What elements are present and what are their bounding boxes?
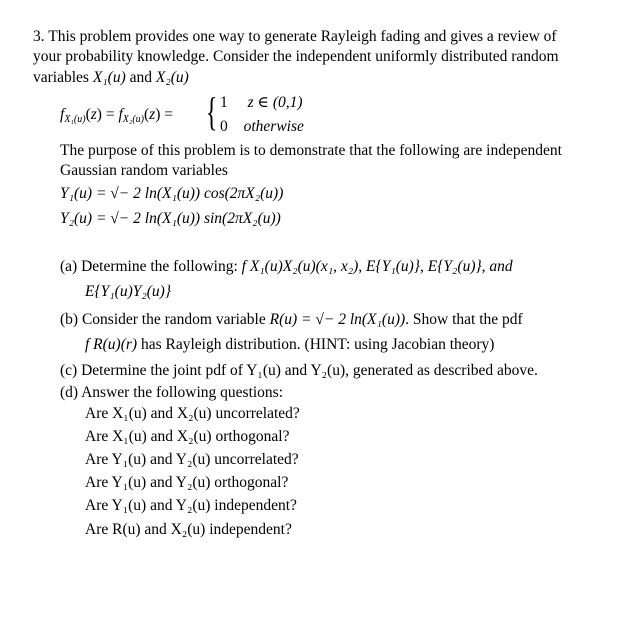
question-item: Are Y₁(u) and Y₂(u) independent? xyxy=(85,497,297,514)
question-item: Are R(u) and X₂(u) independent? xyxy=(85,521,292,538)
part-b-math: R(u) = √− 2 ln(X₁(u)) xyxy=(269,311,406,328)
var-x2: X₂(u) xyxy=(155,69,189,86)
part-d-label: (d) xyxy=(60,384,79,401)
part-c-text: Determine the joint pdf of Y₁(u) and Y₂(u), generated as described above. xyxy=(81,362,538,379)
purpose-line-2: Gaussian random variables xyxy=(60,162,228,179)
part-a-math-2: E{Y₁(u)Y₂(u)} xyxy=(85,283,172,300)
part-b-line2 xyxy=(85,335,494,355)
part-b-label: (b) xyxy=(60,311,79,328)
pdf-case-1 xyxy=(220,93,303,113)
intro-text-3: variables xyxy=(33,69,89,86)
part-b-line2-text: has Rayleigh distribution. (HINT: using Jacobian theory) xyxy=(140,336,495,353)
var-x1: X₁(u) xyxy=(92,69,126,86)
pdf-case1-value: 1 xyxy=(220,94,228,111)
part-a xyxy=(60,257,513,277)
intro-text-2: your probability knowledge. Consider the independent uniformly distributed random xyxy=(33,48,559,65)
question-item: Are X₁(u) and X₂(u) uncorrelated? xyxy=(85,405,300,422)
pdf-brace: { xyxy=(205,89,218,134)
part-c xyxy=(60,361,538,381)
pdf-case2-cond: otherwise xyxy=(243,118,304,135)
part-d-text: Answer the following questions: xyxy=(81,384,284,401)
question-item: Are X₁(u) and X₂(u) orthogonal? xyxy=(85,428,290,445)
purpose-line-1: The purpose of this problem is to demonstrate that the following are independent xyxy=(60,142,562,159)
y2-equation: Y₂(u) = √− 2 ln(X₁(u)) sin(2πX₂(u)) xyxy=(60,210,281,227)
question-item: Are Y₁(u) and Y₂(u) orthogonal? xyxy=(85,474,289,491)
part-b-text2: . Show that the pdf xyxy=(405,311,523,328)
part-a-text: Determine the following: xyxy=(81,258,238,275)
part-a-label: (a) xyxy=(60,258,78,275)
part-c-label: (c) xyxy=(60,362,78,379)
problem-intro-line3 xyxy=(33,68,189,88)
pdf-case1-cond: z ∈ (0,1) xyxy=(247,94,303,111)
and-word: and xyxy=(129,69,153,86)
pdf-equation-lhs: $f_{X_1(u)}(z) = f_{X_2(u)}(z)$ = xyxy=(60,106,173,125)
intro-text-1: This problem provides one way to generate Rayleigh fading and gives a review of xyxy=(48,28,557,45)
part-d xyxy=(60,383,283,403)
part-b xyxy=(60,310,523,330)
question-item: Are Y₁(u) and Y₂(u) uncorrelated? xyxy=(85,451,299,468)
problem-number: 3. xyxy=(33,28,45,45)
pdf-case2-value: 0 xyxy=(220,118,228,135)
pdf-case-2 xyxy=(220,117,304,137)
part-b-pdf: f R(u)(r) xyxy=(85,336,138,353)
part-a-math: f X₁(u)X₂(u)(x₁, x₂), E{Y₁(u)}, E{Y₂(u)}, and xyxy=(241,258,513,275)
part-b-text1: Consider the random variable xyxy=(81,311,266,328)
y1-equation: Y₁(u) = √− 2 ln(X₁(u)) cos(2πX₂(u)) xyxy=(60,185,284,202)
problem-intro-line1 xyxy=(33,27,557,47)
